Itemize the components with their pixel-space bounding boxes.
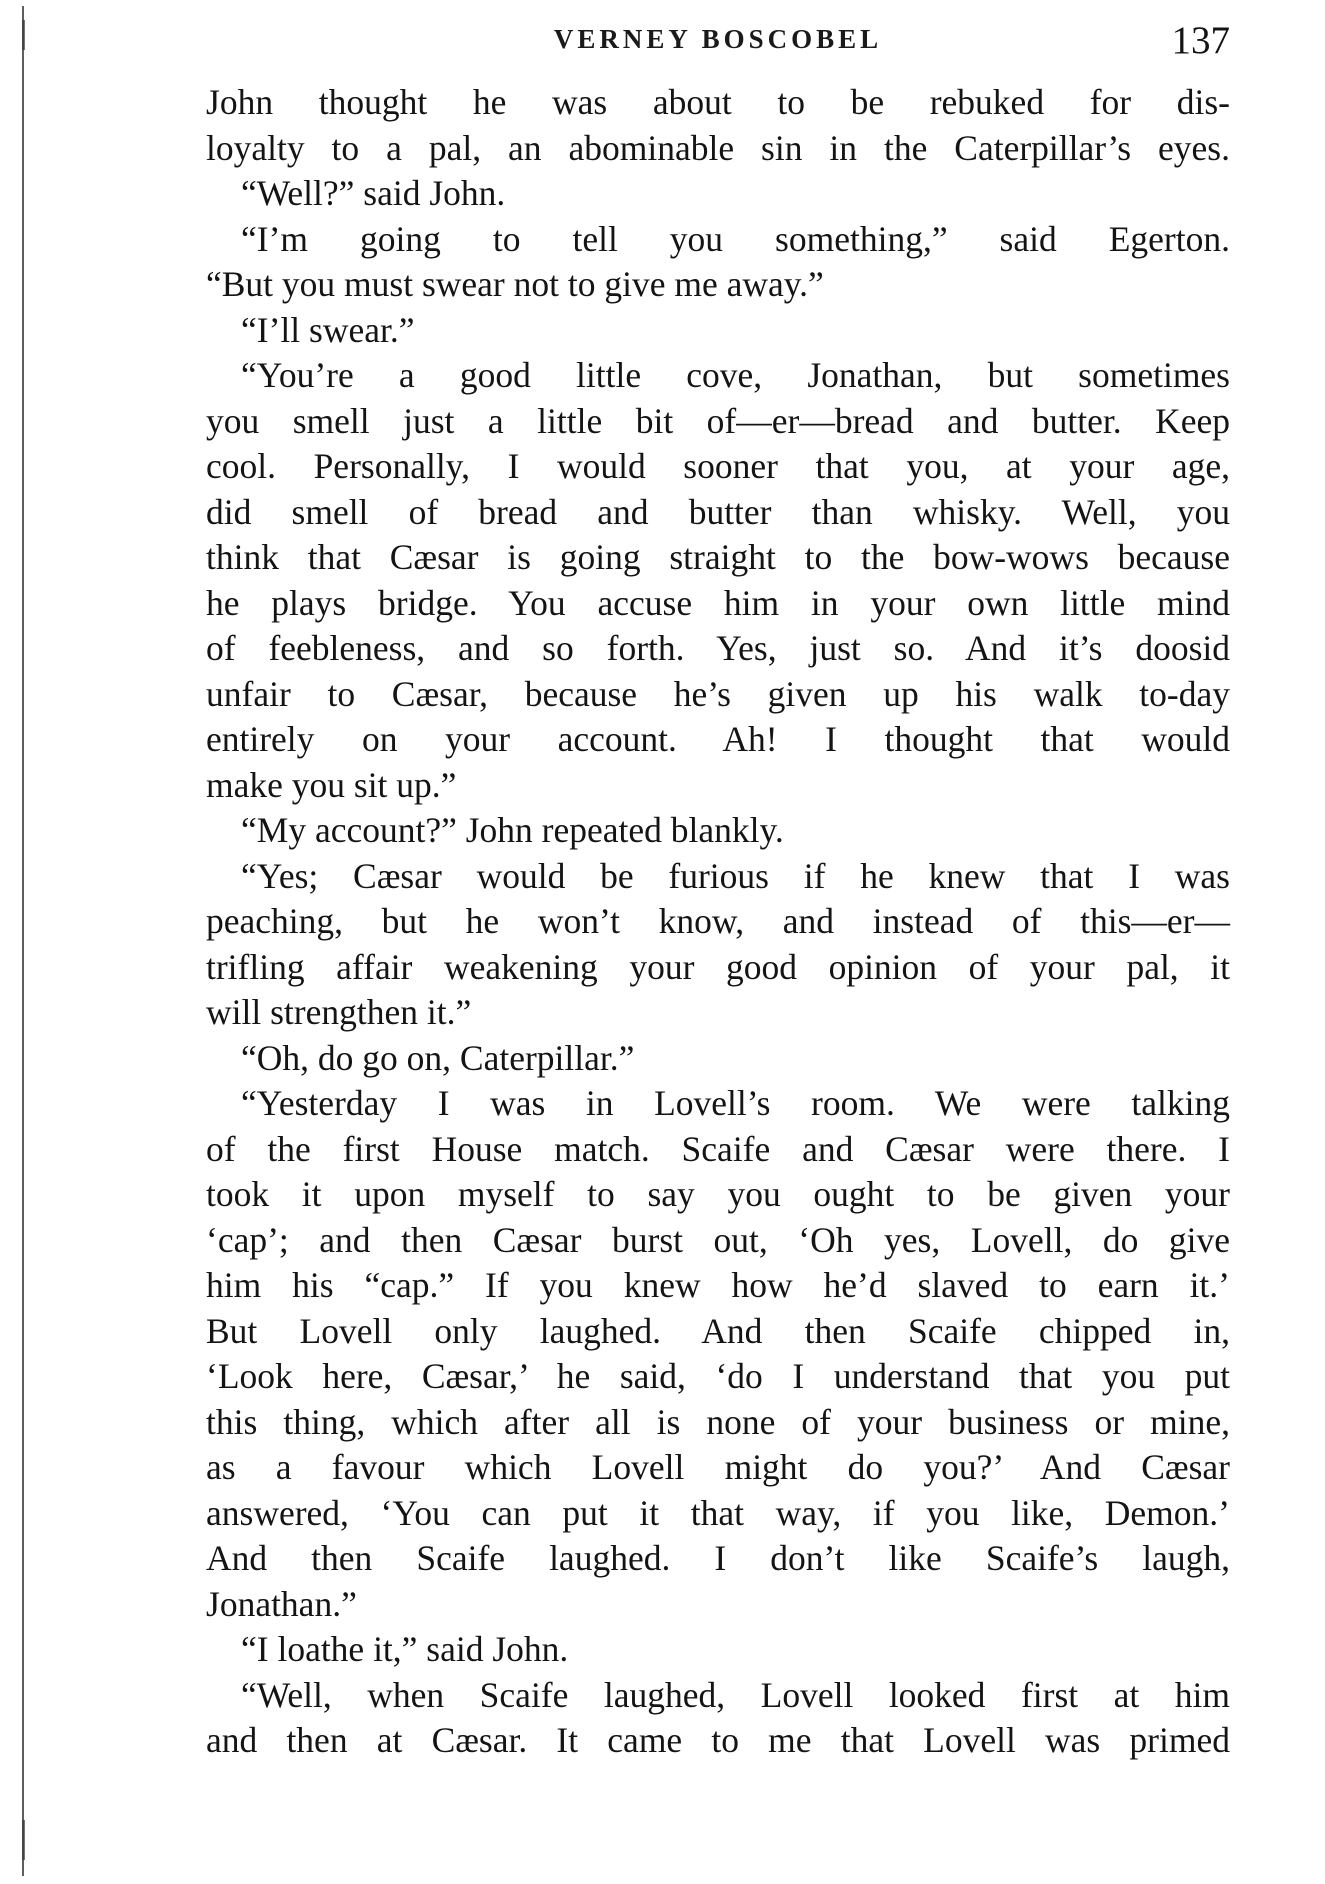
text-line: he plays bridge. You accuse him in your own little mind: [206, 582, 1230, 623]
text-line: And then Scaife laughed. I don’t like Scaife’s laugh,: [206, 1538, 1230, 1578]
text-line: took it upon myself to say you ought to be given your: [206, 1174, 1230, 1214]
text-line: of feebleness, and so forth. Yes, just so. And it’s doosid: [206, 628, 1230, 668]
text-line: John thought he was about to be rebuked for dis-: [206, 82, 1230, 122]
text-line: and then at Cæsar. It came to me that Lovell was primed: [206, 1720, 1230, 1760]
gutter-rule: [22, 6, 24, 1876]
text-line: “Yes; Cæsar would be furious if he knew that I was: [241, 855, 1230, 896]
page-number: 137: [1171, 19, 1230, 62]
body-text: [206, 80, 1230, 1764]
text-line: as a favour which Lovell might do you?’ And Cæsar: [206, 1447, 1230, 1487]
text-line: But Lovell only laughed. And then Scaife chipped in,: [206, 1310, 1230, 1351]
text-line: cool. Personally, I would sooner that you, at your age,: [206, 446, 1230, 486]
text-line: ‘cap’; and then Cæsar burst out, ‘Oh yes, Lovell, do give: [206, 1219, 1230, 1260]
text-line: peaching, but he won’t know, and instead of this—er—: [206, 901, 1230, 941]
text-line: “Well?” said John.: [241, 173, 506, 213]
text-line: “I loathe it,” said John.: [241, 1629, 569, 1669]
text-line: ‘Look here, Cæsar,’ he said, ‘do I understand that you put: [206, 1356, 1230, 1396]
text-line: think that Cæsar is going straight to the bow-wows because: [206, 537, 1230, 577]
text-line: “But you must swear not to give me away.”: [206, 264, 824, 304]
running-head: [206, 20, 1230, 80]
text-line: entirely on your account. Ah! I thought that would: [206, 719, 1230, 759]
text-line: “My account?” John repeated blankly.: [241, 810, 784, 850]
book-page: [206, 20, 1230, 1764]
text-line: will strengthen it.”: [206, 992, 472, 1032]
text-line: loyalty to a pal, an abominable sin in the Caterpillar’s eyes.: [206, 127, 1230, 168]
gutter-fleck-bottom: [22, 1820, 25, 1860]
text-line: unfair to Cæsar, because he’s given up his walk to-day: [206, 673, 1230, 714]
text-line: “Well, when Scaife laughed, Lovell looked first at him: [241, 1674, 1230, 1715]
text-line: this thing, which after all is none of your business or mine,: [206, 1401, 1230, 1442]
text-line: “You’re a good little cove, Jonathan, but sometimes: [241, 355, 1230, 395]
text-line: of the first House match. Scaife and Cæsar were there. I: [206, 1128, 1230, 1169]
text-line: Jonathan.”: [206, 1583, 357, 1624]
text-line: did smell of bread and butter than whisky. Well, you: [206, 491, 1230, 532]
text-line: “I’ll swear.”: [241, 309, 415, 350]
text-line: trifling affair weakening your good opinion of your pal, it: [206, 946, 1230, 987]
gutter-fleck-top: [22, 20, 25, 50]
running-title: VERNEY BOSCOBEL: [553, 24, 883, 54]
text-line: make you sit up.”: [206, 764, 457, 805]
text-line: “Yesterday I was in Lovell’s room. We were talking: [241, 1083, 1230, 1123]
text-line: “I’m going to tell you something,” said Egerton.: [241, 218, 1230, 259]
text-line: answered, ‘You can put it that way, if you like, Demon.’: [206, 1492, 1230, 1533]
text-line: “Oh, do go on, Caterpillar.”: [241, 1037, 635, 1078]
text-line: you smell just a little bit of—er—bread and butter. Keep: [206, 400, 1230, 441]
text-line: him his “cap.” If you knew how he’d slaved to earn it.’: [206, 1265, 1230, 1305]
